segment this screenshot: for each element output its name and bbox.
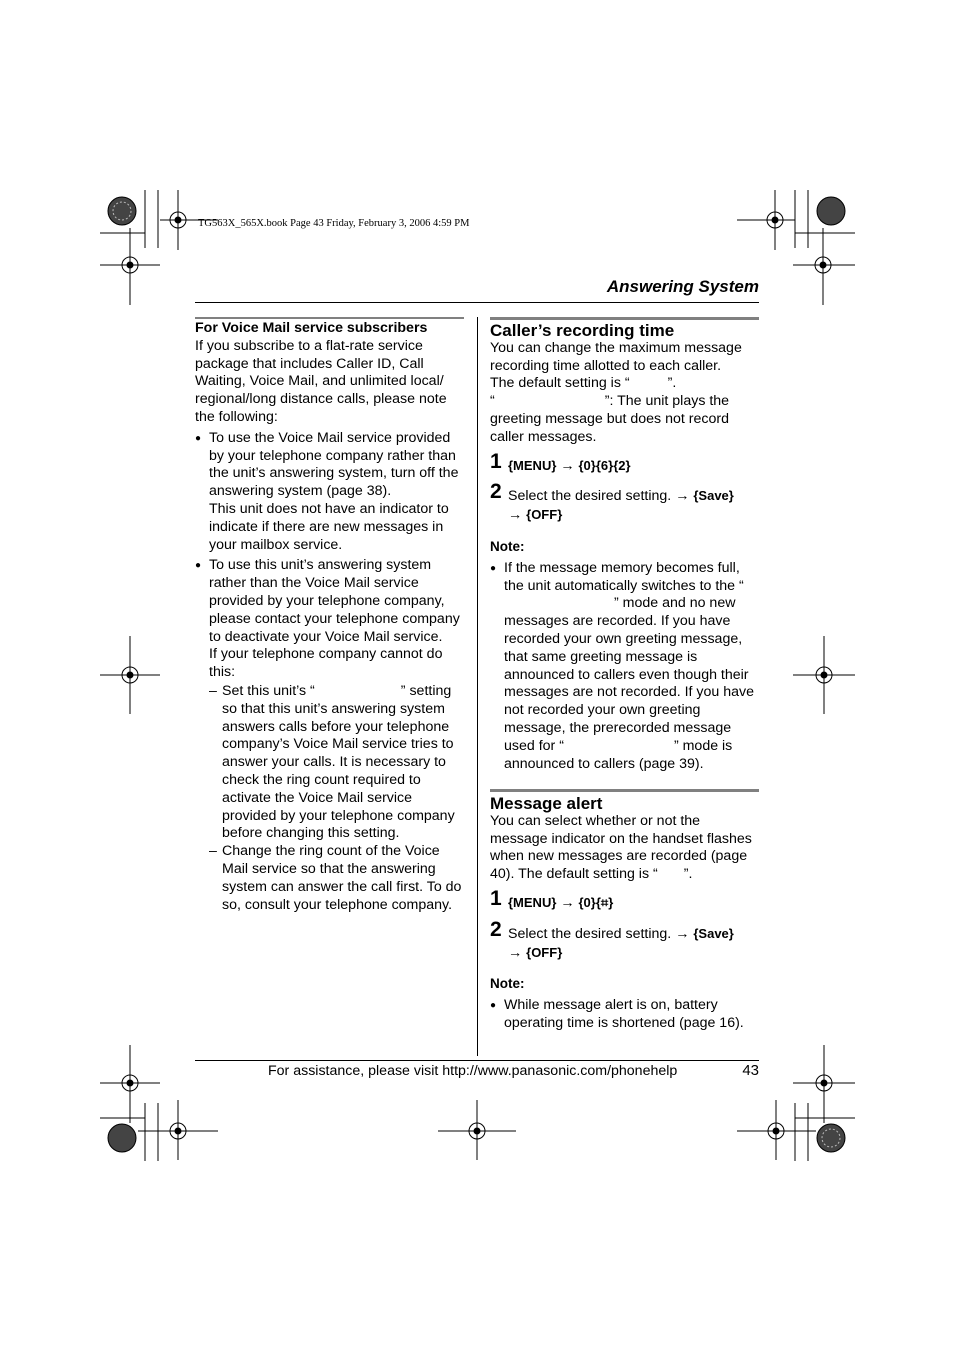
recording-intro: You can change the maximum message recording time allotted to each caller. (490, 339, 742, 374)
footer-rule (195, 1060, 759, 1061)
dash-item-1 (209, 683, 464, 843)
bullet-2-text-b: If your telephone company cannot do this: (209, 646, 443, 681)
recording-keys: {0}{6}{2} (578, 457, 631, 473)
recording-step-1 (490, 449, 759, 476)
dash-1-text-a: Set this unit’s “ (222, 682, 315, 699)
bullet-2 (195, 557, 464, 914)
book-file-line: TG563X_565X.book Page 43 Friday, February 3, 2006 4:59 PM (198, 218, 470, 229)
voicemail-subhead: For Voice Mail service subscribers (195, 320, 428, 336)
step-number: 2 (490, 480, 502, 504)
arrow-icon: → (675, 488, 690, 505)
dash-mark: – (209, 682, 217, 699)
arrow-icon: → (560, 457, 575, 474)
alert-rule (490, 789, 759, 792)
section-title: Answering System (606, 277, 759, 296)
save-key: {Save} (693, 488, 734, 504)
alert-intro: You can select whether or not the message indicator on the handset flashes when new messages are recorded (page 40). The default setting is “ ”. (490, 812, 752, 883)
arrow-icon: → (508, 507, 523, 524)
alert-step-1 (490, 886, 759, 913)
menu-key: {MENU} (508, 457, 557, 473)
step-number: 2 (490, 917, 502, 941)
off-key: {OFF} (526, 944, 563, 960)
alert-note: ● While message alert is on, battery operating time is shortened (page 16). (490, 997, 759, 1033)
recording-section (490, 322, 759, 773)
recording-title: Caller’s recording time (490, 321, 675, 340)
voicemail-intro: If you subscribe to a flat-rate service package that includes Caller ID, Call Waiting, Voice Mail, and unlimited local/ regional/long distance calls, please note the following: (195, 337, 447, 425)
arrow-icon: → (560, 894, 575, 911)
alert-section (490, 795, 759, 1033)
arrow-icon: → (508, 944, 523, 961)
alert-keys: {0}{⌗} (578, 894, 614, 910)
step-number: 1 (490, 449, 502, 473)
alert-step-2 (490, 917, 759, 963)
bullet-1 (195, 430, 464, 555)
recording-rule (490, 317, 759, 320)
dash-1-text-b: ” setting so that this unit’s answering system answers calls before your telephone company’s Voice Mail service tries to answer your calls. It is necessary to check the ring count required to activate the Voice Mail service provided by your telephone company before changing this setting. (222, 682, 455, 842)
bullet-1-text-b: This unit does not have an indicator to indicate if there are new messages in your mailbox service. (209, 500, 449, 553)
select-text: Select the desired setting. (508, 488, 672, 505)
recording-note: ● If the message memory becomes full, the unit automatically switches to the “” mode and no new messages are recorded. If you have recorded your own greeting message, that same greeting message is announced to callers even though their messages are not recorded. If you have not recorded your own greeting message, the prerecorded message used for “ ” mode is announced to callers (page 39). (490, 560, 759, 774)
left-top-rule (195, 317, 464, 319)
recording-note-label: Note: (490, 538, 525, 554)
step-number: 1 (490, 886, 502, 910)
header-rule (195, 302, 759, 303)
bullet-2-text: ● To use this unit’s answering system rather than the Voice Mail service provided by your telephone company, please contact your telephone company to deactivate your Voice Mail service. (209, 557, 460, 645)
select-text: Select the desired setting. (508, 925, 672, 942)
left-column (195, 320, 464, 914)
save-key: {Save} (693, 925, 734, 941)
recording-default: The default setting is “ ”. (490, 375, 677, 392)
footer-assist: For assistance, please visit http://www.panasonic.com/phonehelp (268, 1063, 678, 1079)
dash-mark: – (209, 843, 217, 860)
alert-title: Message alert (490, 794, 603, 813)
off-key: {OFF} (526, 507, 563, 523)
recording-greeting-only: “ ”: The unit plays the greeting message but does not record caller messages. (490, 393, 730, 445)
column-divider (477, 317, 478, 1056)
recording-step-2 (490, 480, 759, 525)
arrow-icon: → (675, 925, 690, 942)
dash-item-2 (209, 843, 464, 914)
bullet-1-text: ● To use the Voice Mail service provided by your telephone company rather than the unit’s answering system, turn off the answering system (page 38). (209, 429, 459, 500)
alert-note-label: Note: (490, 976, 525, 992)
page-number: 43 (742, 1062, 759, 1079)
dash-2-text: Change the ring count of the Voice Mail service so that the answering system can answer the call first. To do so, consult your telephone company. (222, 843, 462, 913)
menu-key: {MENU} (508, 894, 557, 910)
